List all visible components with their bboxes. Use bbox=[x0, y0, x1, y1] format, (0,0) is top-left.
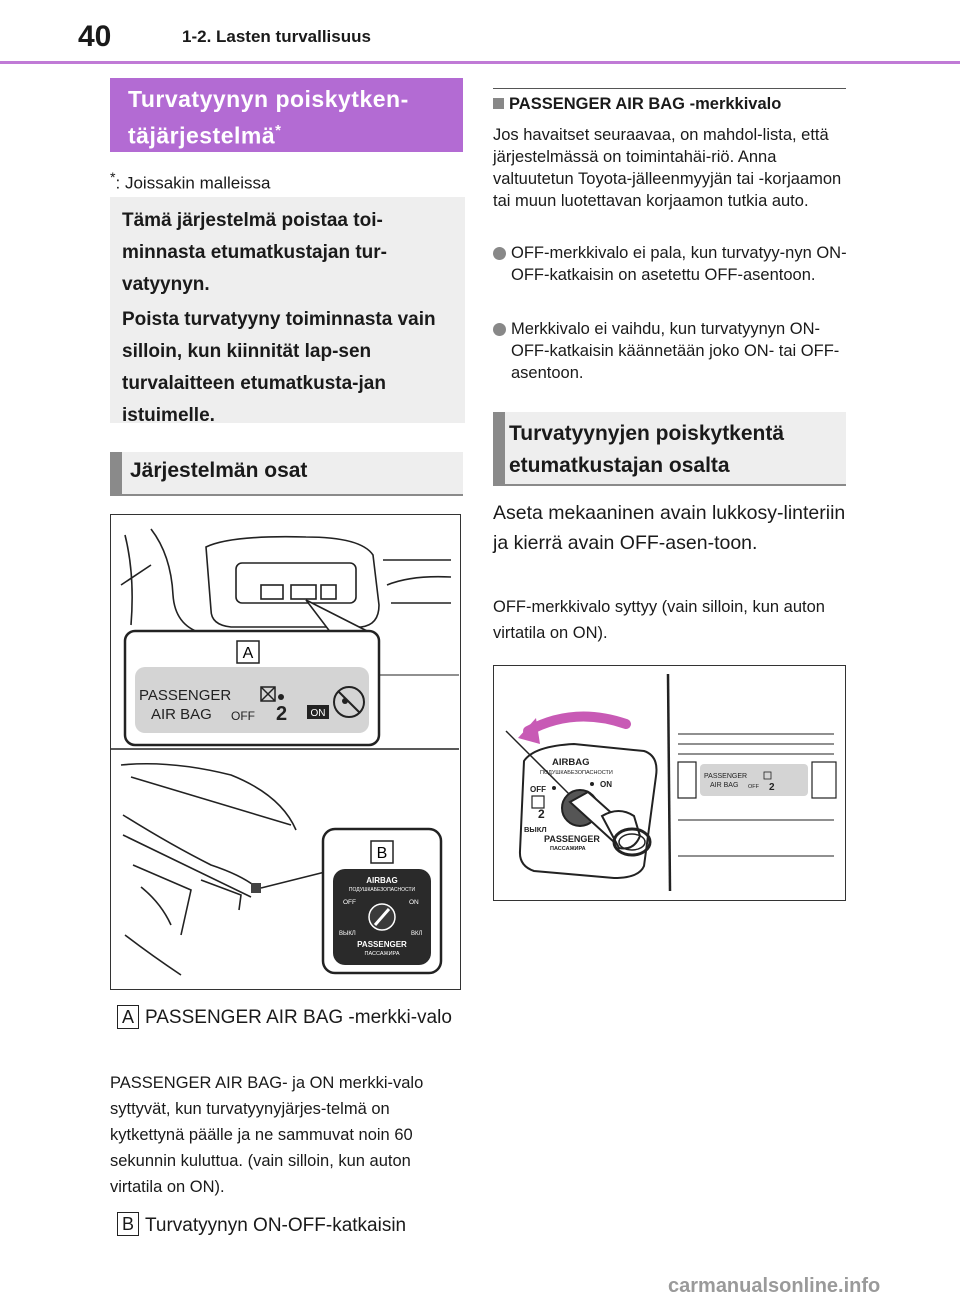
item-b-marker bbox=[117, 1212, 139, 1236]
item-a-label: A bbox=[117, 1005, 139, 1029]
key-switch-illustration bbox=[494, 666, 844, 899]
bullet-dot-icon bbox=[493, 323, 506, 336]
switch-passenger-text: PASSENGER bbox=[357, 940, 407, 949]
heading-accent bbox=[110, 452, 122, 494]
bullet-2-text: Merkkivalo ei vaihdu, kun turvatyynyn ON-OFF-katkaisin käännetään joko ON- tai OFF-asentoon. bbox=[511, 320, 840, 382]
panel-on-text: ON bbox=[310, 708, 326, 719]
panel-passenger-text: PASSENGER bbox=[139, 687, 232, 704]
switch-airbag-text: AIRBAG bbox=[366, 876, 398, 885]
square-bullet-icon bbox=[493, 98, 504, 109]
system-parts-figure bbox=[110, 514, 461, 990]
fig2-on-text: ON bbox=[600, 780, 612, 789]
figure-label-a: A bbox=[242, 645, 254, 662]
fig2-panel-passenger-text: PASSENGER bbox=[704, 773, 748, 780]
disable-heading-line2: etumatkustajan osalta bbox=[509, 454, 730, 477]
switch-vkl-text: ВКЛ bbox=[411, 931, 423, 937]
watermark: carmanualsonline.info bbox=[668, 1275, 881, 1297]
footnote-text: : Joissakin malleissa bbox=[115, 173, 271, 193]
switch-russian-text: ПОДУШКАБЕЗОПАСНОСТИ bbox=[348, 887, 416, 893]
heading-accent bbox=[493, 412, 505, 484]
parts-heading bbox=[110, 452, 463, 496]
fig2-panel-airbag-text: AIR BAG bbox=[710, 782, 739, 789]
fig2-vykl-text: ВЫКЛ bbox=[524, 825, 547, 834]
warning-paragraph-1: Tämä järjestelmä poistaa toi-minnasta etumatkustajan tur-vatyynyn. bbox=[122, 210, 387, 295]
main-title-line1: Turvatyynyn poiskytken- bbox=[128, 86, 409, 112]
fig2-russian-text: ПОДУШКАБЕЗОПАСНОСТИ bbox=[540, 770, 613, 776]
item-b-label: B bbox=[117, 1212, 139, 1236]
parts-heading-text: Järjestelmän osat bbox=[130, 459, 308, 482]
section-title: 1-2. Lasten turvallisuus bbox=[182, 27, 371, 46]
instruction-text: Aseta mekaaninen avain lukkosy-linteriin ja kierrä avain OFF-asen-toon. bbox=[493, 502, 846, 554]
svg-text:2: 2 bbox=[769, 782, 775, 793]
switch-passazhira-text: ПАССАЖИРА bbox=[364, 951, 400, 957]
svg-text:2: 2 bbox=[276, 703, 288, 725]
footnote bbox=[110, 170, 270, 194]
footnote-marker: * bbox=[110, 170, 116, 186]
figure-label-b: B bbox=[376, 845, 388, 862]
dashboard-illustration bbox=[111, 515, 459, 988]
instruction-note: OFF-merkkivalo syttyy (vain silloin, kun auton virtatila on ON). bbox=[493, 598, 825, 642]
warning-box bbox=[110, 197, 465, 426]
malfunction-bullet-1 bbox=[493, 242, 848, 286]
indicator-heading-text: PASSENGER AIR BAG -merkkivalo bbox=[509, 95, 782, 113]
malfunction-bullet-2 bbox=[493, 318, 848, 384]
panel-off-text: OFF bbox=[231, 709, 255, 723]
title-asterisk: * bbox=[275, 122, 282, 139]
disable-heading-line1: Turvatyynyjen poiskytkentä bbox=[509, 422, 785, 445]
disable-heading bbox=[493, 412, 846, 486]
warning-paragraph-2: Poista turvatyyny toiminnasta vain silloin, kun kiinnität lap-sen turvalaitteen etumatkusta-jan istuimelle. bbox=[122, 309, 436, 426]
page-number: 40 bbox=[78, 20, 112, 53]
switch-off-text: OFF bbox=[343, 899, 356, 906]
item-b-caption: Turvatyynyn ON-OFF-katkaisin bbox=[145, 1215, 407, 1236]
right-top-rule bbox=[493, 88, 846, 89]
item-a-marker bbox=[117, 1005, 139, 1029]
indicator-intro: Jos havaitset seuraavaa, on mahdol-lista, että järjestelmässä on toimintahäi-riö. Anna valtuutetun Toyota-jälleenmyyjän tai -korjaamon tai muun luotettavan korjaamon tutkia auto. bbox=[493, 126, 842, 210]
fig2-panel-off-text: OFF bbox=[748, 784, 759, 790]
item-a-description: PASSENGER AIR BAG- ja ON merkki-valo syttyvät, kun turvatyynyjärjes-telmä on kytkettynä päälle ja ne sammuvat noin 60 sekunnin kuluttua. (vain silloin, kun auton virtatila on ON). bbox=[110, 1074, 424, 1196]
main-title-line2: täjärjestelmä bbox=[128, 122, 276, 149]
fig2-passazhira-text: ПАССАЖИРА bbox=[550, 846, 586, 852]
fig2-passenger-text: PASSENGER bbox=[544, 834, 600, 844]
bullet-dot-icon bbox=[493, 247, 506, 260]
switch-vykl-text: ВЫКЛ bbox=[339, 931, 356, 937]
item-a-caption: PASSENGER AIR BAG -merkki-valo bbox=[145, 1007, 452, 1028]
header-rule bbox=[0, 61, 960, 64]
svg-text:2: 2 bbox=[538, 807, 545, 821]
bullet-1-text: OFF-merkkivalo ei pala, kun turvatyy-nyn ON-OFF-katkaisin on asetettu OFF-asentoon. bbox=[511, 244, 847, 284]
fig2-airbag-text: AIRBAG bbox=[552, 757, 590, 768]
key-switch-figure bbox=[493, 665, 846, 901]
indicator-heading bbox=[493, 95, 781, 114]
panel-airbag-text: AIR BAG bbox=[151, 706, 212, 723]
switch-on-text: ON bbox=[409, 899, 419, 906]
fig2-off-text: OFF bbox=[530, 785, 546, 794]
main-title-box bbox=[110, 78, 463, 152]
